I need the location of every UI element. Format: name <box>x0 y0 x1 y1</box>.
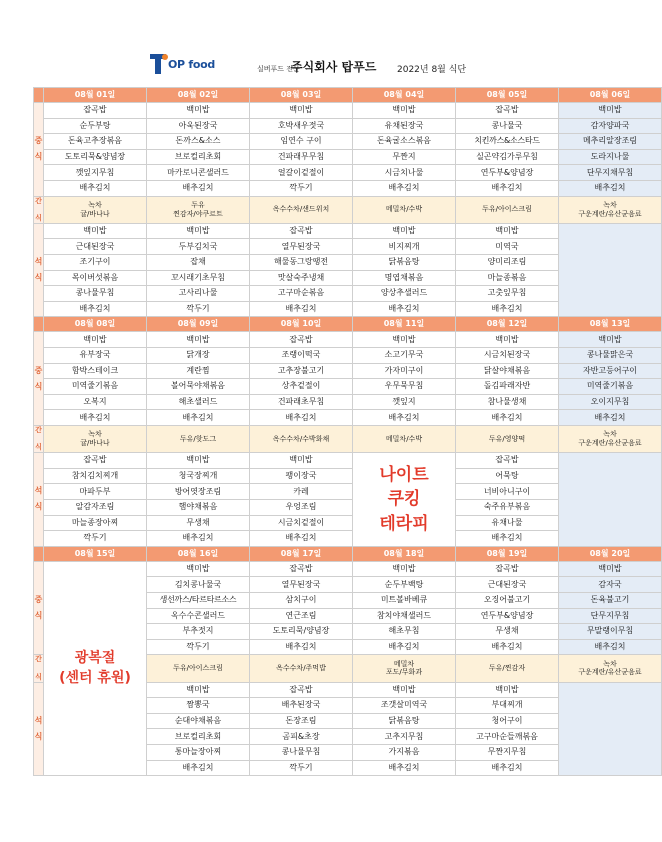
menu-item: 명엽채볶음 <box>353 270 456 286</box>
menu-item: 감자양파국 <box>559 118 662 134</box>
menu-item: 배추김치 <box>456 180 559 196</box>
menu-item: 팽이장국 <box>250 468 353 484</box>
menu-item: 깍두기 <box>147 639 250 655</box>
menu-item: 백미밥 <box>147 682 250 698</box>
snack-item: 녹차 <box>603 200 617 209</box>
lunch-row <box>34 410 662 426</box>
header-subtitle: 실버푸드 전문 <box>257 65 300 73</box>
menu-item: 잡곡밥 <box>44 453 147 469</box>
menu-item: 근대된장국 <box>44 239 147 255</box>
menu-item: 닭볶음탕 <box>353 713 456 729</box>
menu-item: 잡곡밥 <box>250 561 353 577</box>
lunch-row <box>34 118 662 134</box>
date-header: 08월 06일 <box>559 88 662 103</box>
menu-item: 근대된장국 <box>456 577 559 593</box>
menu-item: 생선까스/타르타르소스 <box>147 592 250 608</box>
snack-cell <box>559 425 662 452</box>
menu-item: 미역국 <box>456 239 559 255</box>
menu-item: 해초무침 <box>353 624 456 640</box>
meal-label: 간 식 <box>35 196 42 223</box>
menu-item: 배추김치 <box>147 180 250 196</box>
snack-cell <box>456 655 559 682</box>
menu-item: 돌김파래자반 <box>456 379 559 395</box>
menu-item: 배추김치 <box>456 639 559 655</box>
menu-item: 소고기무국 <box>353 347 456 363</box>
menu-item: 배추김치 <box>353 760 456 776</box>
menu-item: 백미밥 <box>353 332 456 348</box>
snack-item: 녹차 <box>88 200 102 209</box>
menu-item: 배추김치 <box>147 410 250 426</box>
menu-item: 치킨까스&소스타드 <box>456 134 559 150</box>
date-header: 08월 12일 <box>456 317 559 332</box>
menu-item: 마늘종장아찌 <box>44 515 147 531</box>
menu-item: 가지볶음 <box>353 744 456 760</box>
menu-item: 호박새우젓국 <box>250 118 353 134</box>
menu-item: 백미밥 <box>456 223 559 239</box>
menu-item: 배추김치 <box>250 639 353 655</box>
date-header: 08월 15일 <box>44 546 147 561</box>
menu-item: 함박스테이크 <box>44 363 147 379</box>
snack-cell <box>353 425 456 452</box>
menu-item: 백미밥 <box>250 453 353 469</box>
snack-item: 찐감자/야쿠르트 <box>173 209 223 218</box>
menu-item: 콩나물국 <box>456 118 559 134</box>
menu-item: 잡곡밥 <box>456 103 559 119</box>
menu-item: 부추젓지 <box>147 624 250 640</box>
menu-item: 양상추샐러드 <box>353 286 456 302</box>
menu-item: 시금치나물 <box>353 165 456 181</box>
menu-item: 통마늘장아찌 <box>147 744 250 760</box>
menu-item: 참치김치찌개 <box>44 468 147 484</box>
snack-cell <box>250 655 353 682</box>
menu-item: 백미밥 <box>147 103 250 119</box>
menu-item: 어묵탕 <box>456 468 559 484</box>
menu-item: 백미밥 <box>559 332 662 348</box>
date-header-corner <box>34 317 44 332</box>
menu-item: 연두부&양념장 <box>456 608 559 624</box>
snack-row <box>34 196 662 223</box>
menu-item: 얼갈이겉절이 <box>250 165 353 181</box>
menu-item: 곰피&초장 <box>250 729 353 745</box>
menu-item: 잡곡밥 <box>250 223 353 239</box>
snack-item: 두유/핫도그 <box>179 434 217 443</box>
menu-item: 백미밥 <box>147 561 250 577</box>
menu-item: 배추김치 <box>147 531 250 547</box>
menu-item: 닭살야채볶음 <box>456 363 559 379</box>
menu-item: 메추리알장조림 <box>559 134 662 150</box>
menu-item: 백미밥 <box>147 332 250 348</box>
snack-cell <box>147 196 250 223</box>
night-cooking-therapy <box>353 453 456 547</box>
meal-label: 간 식 <box>35 425 42 452</box>
meal-label: 석 식 <box>34 682 44 776</box>
menu-item: 자반고등어구이 <box>559 363 662 379</box>
menu-item: 순대야채볶음 <box>147 713 250 729</box>
date-header: 08월 20일 <box>559 546 662 561</box>
menu-item: 배추김치 <box>559 639 662 655</box>
menu-item: 가자미구이 <box>353 363 456 379</box>
snack-item: 두유/찐감자 <box>488 664 526 673</box>
date-header: 08월 05일 <box>456 88 559 103</box>
date-header-row <box>34 317 662 332</box>
date-header: 08월 02일 <box>147 88 250 103</box>
snack-cell <box>250 425 353 452</box>
menu-item: 배추김치 <box>44 180 147 196</box>
snack-cell <box>44 425 147 452</box>
menu-item: 백미밥 <box>44 223 147 239</box>
menu-item: 단무지채무침 <box>559 165 662 181</box>
menu-item: 고사리나물 <box>147 286 250 302</box>
menu-item: 우엉조림 <box>250 499 353 515</box>
menu-item: 고춧잎무침 <box>456 286 559 302</box>
menu-item: 배추김치 <box>456 410 559 426</box>
snack-item: 두유/아이스크림 <box>173 664 223 673</box>
menu-item: 우무묵무침 <box>353 379 456 395</box>
saturday-blank <box>559 453 662 547</box>
menu-item: 오징어불고기 <box>456 592 559 608</box>
menu-item: 햄야채볶음 <box>147 499 250 515</box>
menu-item: 미역줄기볶음 <box>559 379 662 395</box>
snack-item: 구운계란/유산균음료 <box>578 209 642 218</box>
menu-item: 백미밥 <box>559 103 662 119</box>
menu-item: 배추김치 <box>250 531 353 547</box>
menu-item: 배추김치 <box>44 410 147 426</box>
snack-cell <box>44 196 147 223</box>
saturday-blank <box>559 682 662 776</box>
menu-item: 브로컬리초회 <box>147 729 250 745</box>
date-header: 08월 13일 <box>559 317 662 332</box>
menu-item: 배추김치 <box>250 301 353 317</box>
menu-item: 배추김치 <box>353 639 456 655</box>
menu-item: 깻잎지무침 <box>44 165 147 181</box>
menu-item: 백미밥 <box>456 682 559 698</box>
snack-item: 메밀차/수박 <box>385 434 423 443</box>
menu-item: 실곤약김가루무침 <box>456 149 559 165</box>
snack-item: 옥수수차/샌드위치 <box>272 205 330 214</box>
holiday-cell <box>44 561 147 775</box>
menu-item: 무짠지 <box>353 149 456 165</box>
top-food-logo <box>150 54 240 78</box>
meal-label: 석 식 <box>34 223 44 317</box>
menu-item: 깍두기 <box>250 760 353 776</box>
menu-item: 배추김치 <box>250 410 353 426</box>
lunch-row <box>34 394 662 410</box>
menu-item: 유부장국 <box>44 347 147 363</box>
menu-item: 닭개장 <box>147 347 250 363</box>
menu-item: 배추김치 <box>456 301 559 317</box>
menu-item: 볼어묵야채볶음 <box>147 379 250 395</box>
menu-item: 배추김치 <box>559 180 662 196</box>
menu-item: 백미밥 <box>353 682 456 698</box>
special-event-label: 테라피 <box>379 513 429 534</box>
meal-menu-table <box>33 87 662 776</box>
menu-item: 해초샐러드 <box>147 394 250 410</box>
menu-item: 도토리묵/양념장 <box>250 624 353 640</box>
date-header: 08월 08일 <box>44 317 147 332</box>
snack-cell <box>456 196 559 223</box>
meal-label: 중 식 <box>34 103 44 197</box>
date-header: 08월 17일 <box>250 546 353 561</box>
menu-item: 잡곡밥 <box>250 332 353 348</box>
date-header: 08월 01일 <box>44 88 147 103</box>
menu-item: 조랭이떡국 <box>250 347 353 363</box>
meal-label: 중 식 <box>34 332 44 426</box>
date-header: 08월 10일 <box>250 317 353 332</box>
lunch-row <box>34 561 662 577</box>
snack-cell <box>456 425 559 452</box>
snack-item: 녹차 <box>88 430 102 439</box>
menu-item: 김치콩나물국 <box>147 577 250 593</box>
menu-item: 고추장불고기 <box>250 363 353 379</box>
lunch-row <box>34 332 662 348</box>
menu-item: 카레 <box>250 484 353 500</box>
special-event-label: 쿠킹 <box>387 489 421 510</box>
date-header-corner <box>34 546 44 561</box>
date-header-corner <box>34 88 44 103</box>
menu-item: 순두부탕 <box>44 118 147 134</box>
menu-item: 무짠지무침 <box>456 744 559 760</box>
menu-item: 조갯살미역국 <box>353 698 456 714</box>
menu-item: 배추김치 <box>147 760 250 776</box>
menu-item: 감자국 <box>559 577 662 593</box>
snack-row <box>34 425 662 452</box>
menu-item: 잡채 <box>147 255 250 271</box>
menu-item: 참나물생채 <box>456 394 559 410</box>
lunch-row <box>34 149 662 165</box>
date-header: 08월 19일 <box>456 546 559 561</box>
page-title: 주식회사 탑푸드 <box>291 60 377 74</box>
menu-item: 시금치겉절이 <box>250 515 353 531</box>
menu-item: 청어구이 <box>456 713 559 729</box>
menu-item: 고추지무침 <box>353 729 456 745</box>
menu-item: 마카로니콘샐러드 <box>147 165 250 181</box>
menu-item: 배추김치 <box>353 410 456 426</box>
menu-item: 잡곡밥 <box>250 682 353 698</box>
menu-item: 깍두기 <box>147 301 250 317</box>
menu-item: 깻잎지 <box>353 394 456 410</box>
snack-cell <box>353 655 456 682</box>
logo-mark <box>150 54 166 74</box>
snack-item: 두유/영양떡 <box>488 434 526 443</box>
snack-item: 귤/바나나 <box>80 439 110 448</box>
special-event-label: 나이트 <box>379 464 429 485</box>
menu-item: 깍두기 <box>250 180 353 196</box>
menu-item: 아욱된장국 <box>147 118 250 134</box>
menu-item: 해물동그랑땡전 <box>250 255 353 271</box>
lunch-row <box>34 103 662 119</box>
menu-item: 무말랭이무침 <box>559 624 662 640</box>
menu-item: 임연수 구이 <box>250 134 353 150</box>
menu-item: 유채나물 <box>456 515 559 531</box>
menu-item: 콩나물무침 <box>44 286 147 302</box>
menu-item: 청국장찌개 <box>147 468 250 484</box>
date-header: 08월 04일 <box>353 88 456 103</box>
menu-header <box>0 52 595 82</box>
menu-item: 무생채 <box>456 624 559 640</box>
snack-item: 메밀차/수박 <box>385 205 423 214</box>
snack-item: 귤/바나나 <box>80 209 110 218</box>
menu-item: 숙주유부볶음 <box>456 499 559 515</box>
lunch-row <box>34 165 662 181</box>
meal-label: 중 식 <box>34 561 44 655</box>
snack-cell <box>353 196 456 223</box>
menu-item: 짬뽕국 <box>147 698 250 714</box>
snack-cell <box>250 196 353 223</box>
menu-item: 백미밥 <box>147 453 250 469</box>
menu-item: 도토리묵&양념장 <box>44 149 147 165</box>
menu-item: 돈육굴소스볶음 <box>353 134 456 150</box>
menu-item: 고구마순들깨볶음 <box>456 729 559 745</box>
lunch-row <box>34 363 662 379</box>
holiday-label: (센터 휴원) <box>59 670 131 687</box>
snack-item: 메밀차 <box>393 659 415 668</box>
menu-item: 시금치된장국 <box>456 347 559 363</box>
menu-item: 돈육불고기 <box>559 592 662 608</box>
dinner-row <box>34 453 662 469</box>
menu-item: 건파래무무침 <box>250 149 353 165</box>
menu-item: 백미밥 <box>147 223 250 239</box>
meal-label: 석 식 <box>34 453 44 547</box>
menu-item: 돈육고추장볶음 <box>44 134 147 150</box>
dinner-row <box>34 223 662 239</box>
menu-item: 열무된장국 <box>250 577 353 593</box>
menu-item: 순두부백탕 <box>353 577 456 593</box>
menu-item: 오이지무침 <box>559 394 662 410</box>
menu-item: 백미밥 <box>456 332 559 348</box>
holiday-label: 광복절 <box>74 650 116 667</box>
snack-item: 녹차 <box>603 659 617 668</box>
menu-item: 배추김치 <box>456 531 559 547</box>
menu-item: 백미밥 <box>353 561 456 577</box>
date-header: 08월 03일 <box>250 88 353 103</box>
menu-item: 브로컬리초회 <box>147 149 250 165</box>
menu-item: 연근조림 <box>250 608 353 624</box>
menu-item: 옥수수콘샐러드 <box>147 608 250 624</box>
date-header: 08월 18일 <box>353 546 456 561</box>
menu-item: 돈장조림 <box>250 713 353 729</box>
menu-item: 고구마순볶음 <box>250 286 353 302</box>
menu-item: 백미밥 <box>353 103 456 119</box>
snack-item: 두유/아이스크림 <box>482 205 532 214</box>
lunch-row <box>34 180 662 196</box>
menu-item: 백미밥 <box>559 561 662 577</box>
menu-item: 배추김치 <box>456 760 559 776</box>
date-header: 08월 11일 <box>353 317 456 332</box>
date-header-row <box>34 546 662 561</box>
snack-item: 녹차 <box>603 430 617 439</box>
snack-cell <box>559 655 662 682</box>
menu-item: 맛살숙주냉채 <box>250 270 353 286</box>
lunch-row <box>34 347 662 363</box>
menu-item: 열무된장국 <box>250 239 353 255</box>
menu-item: 콩나물맑은국 <box>559 347 662 363</box>
snack-item: 옥수수차/주먹밥 <box>276 664 326 673</box>
menu-item: 돈까스&소스 <box>147 134 250 150</box>
snack-item: 옥수수차/수박화채 <box>272 434 330 443</box>
menu-item: 깍두기 <box>44 531 147 547</box>
snack-item: 구운계란/유산균음료 <box>578 668 642 677</box>
menu-item: 마파두부 <box>44 484 147 500</box>
meal-label: 간 식 <box>35 655 42 681</box>
menu-item: 양미리조림 <box>456 255 559 271</box>
menu-item: 백미밥 <box>353 223 456 239</box>
menu-item: 유채된장국 <box>353 118 456 134</box>
menu-item: 콩나물무침 <box>250 744 353 760</box>
menu-item: 무생채 <box>147 515 250 531</box>
menu-item: 배추김치 <box>44 301 147 317</box>
menu-item: 배추김치 <box>559 410 662 426</box>
menu-item: 잡곡밥 <box>44 103 147 119</box>
menu-item: 건파래초무침 <box>250 394 353 410</box>
menu-item: 상추겉절이 <box>250 379 353 395</box>
menu-item: 배추김치 <box>353 301 456 317</box>
date-header: 08월 16일 <box>147 546 250 561</box>
menu-item: 방어엿장조림 <box>147 484 250 500</box>
menu-item: 잡곡밥 <box>456 453 559 469</box>
menu-item: 미트볼바베큐 <box>353 592 456 608</box>
menu-item: 도라지나물 <box>559 149 662 165</box>
menu-item: 배추김치 <box>353 180 456 196</box>
menu-item: 계란찜 <box>147 363 250 379</box>
menu-item: 너비아니구이 <box>456 484 559 500</box>
menu-period: 2022년 8월 식단 <box>397 65 467 75</box>
menu-item: 조기구이 <box>44 255 147 271</box>
date-header-row <box>34 88 662 103</box>
menu-item: 미역줄기볶음 <box>44 379 147 395</box>
menu-item: 알감자조림 <box>44 499 147 515</box>
saturday-blank <box>559 223 662 317</box>
menu-item: 비지찌개 <box>353 239 456 255</box>
lunch-row <box>34 134 662 150</box>
menu-item: 목이버섯볶음 <box>44 270 147 286</box>
menu-item: 백미밥 <box>44 332 147 348</box>
logo-text: OP food <box>168 58 215 71</box>
menu-item: 마늘종볶음 <box>456 270 559 286</box>
lunch-row <box>34 379 662 395</box>
menu-item: 참치야채샐러드 <box>353 608 456 624</box>
menu-item: 꼬시래기초무침 <box>147 270 250 286</box>
snack-item: 두유 <box>191 200 205 209</box>
snack-item: 포도/무화과 <box>385 668 423 677</box>
snack-item: 구운계란/유산균음료 <box>578 439 642 448</box>
menu-item: 부대찌개 <box>456 698 559 714</box>
menu-item: 오복지 <box>44 394 147 410</box>
snack-cell <box>147 655 250 682</box>
snack-cell <box>559 196 662 223</box>
menu-item: 닭볶음탕 <box>353 255 456 271</box>
menu-item: 두부김치국 <box>147 239 250 255</box>
snack-cell <box>147 425 250 452</box>
menu-item: 삼치구이 <box>250 592 353 608</box>
menu-item: 단무지무침 <box>559 608 662 624</box>
menu-item: 연두부&양념장 <box>456 165 559 181</box>
menu-item: 백미밥 <box>250 103 353 119</box>
date-header: 08월 09일 <box>147 317 250 332</box>
menu-item: 잡곡밥 <box>456 561 559 577</box>
menu-item: 배추된장국 <box>250 698 353 714</box>
